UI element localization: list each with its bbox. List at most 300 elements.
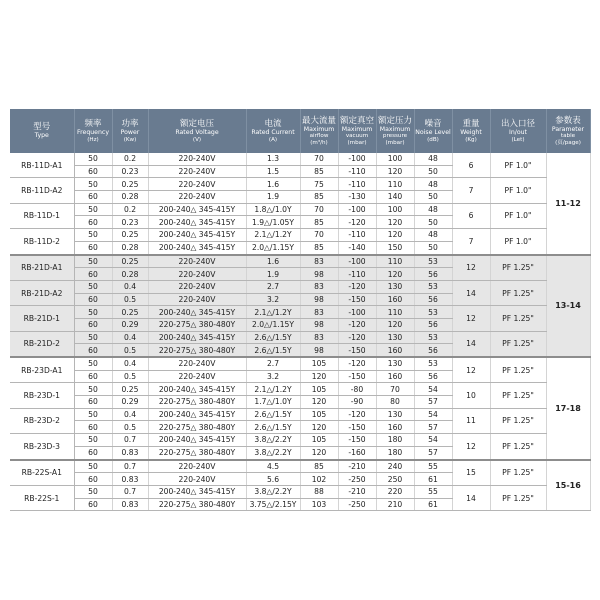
weight-cell: 14	[452, 331, 490, 357]
airflow-cell: 98	[300, 293, 338, 306]
voltage-cell: 200-240△ 345-415Y	[148, 241, 246, 254]
vacuum-cell: -250	[338, 473, 376, 486]
header-en-label: Maximum	[303, 125, 335, 133]
header-zh-label: 重量	[462, 119, 480, 129]
header-zh-label: 参数表	[555, 115, 581, 126]
current-cell: 2.7	[246, 280, 300, 293]
pressure-cell: 120	[376, 216, 414, 229]
airflow-cell: 75	[300, 178, 338, 191]
page-ref-cell: 11-12	[546, 153, 590, 255]
column-header	[74, 109, 112, 153]
model-name: RB-22S-1	[10, 485, 74, 510]
current-cell: 1.9	[246, 191, 300, 204]
table-row	[10, 460, 590, 473]
pressure-cell: 120	[376, 268, 414, 281]
column-header	[300, 109, 338, 153]
voltage-cell: 220-240V	[148, 255, 246, 268]
column-header	[452, 109, 490, 153]
header-zh-label: 型号	[33, 122, 51, 133]
port-cell: PF 1.25"	[490, 434, 546, 460]
airflow-cell: 102	[300, 473, 338, 486]
header-zh-label: 频率	[84, 119, 102, 129]
pressure-cell: 120	[376, 318, 414, 331]
header-en2-label: vacuum	[345, 133, 369, 140]
noise-cell: 53	[414, 306, 452, 319]
power-cell: 0.7	[112, 434, 148, 447]
power-cell: 0.4	[112, 408, 148, 421]
model-name: RB-23D-A1	[10, 357, 74, 383]
column-header	[10, 109, 74, 153]
pressure-cell: 250	[376, 473, 414, 486]
vacuum-cell: -150	[338, 434, 376, 447]
table-row	[10, 434, 590, 447]
weight-cell: 14	[452, 485, 490, 510]
frequency-cell: 50	[74, 434, 112, 447]
header-zh-label: 出入口径	[500, 119, 535, 129]
current-cell: 3.75△/2.15Y	[246, 498, 300, 511]
header-en-label: Parameter	[551, 125, 585, 133]
noise-cell: 53	[414, 280, 452, 293]
pressure-cell: 130	[376, 331, 414, 344]
airflow-cell: 98	[300, 344, 338, 357]
current-cell: 1.3	[246, 153, 300, 165]
power-cell: 0.83	[112, 498, 148, 511]
frequency-cell: 50	[74, 331, 112, 344]
header-en2-label: (Kw)	[123, 136, 137, 143]
header-en3-label: (mbar)	[385, 139, 405, 146]
pressure-cell: 240	[376, 460, 414, 473]
vacuum-cell: -150	[338, 370, 376, 383]
noise-cell: 54	[414, 383, 452, 396]
frequency-cell: 60	[74, 498, 112, 511]
voltage-cell: 200-240△ 345-415Y	[148, 216, 246, 229]
model-name: RB-23D-1	[10, 383, 74, 408]
voltage-cell: 200-240△ 345-415Y	[148, 485, 246, 498]
weight-cell: 6	[452, 203, 490, 228]
frequency-cell: 50	[74, 255, 112, 268]
header-en-label: Power	[120, 129, 140, 136]
frequency-cell: 60	[74, 293, 112, 306]
airflow-cell: 105	[300, 357, 338, 370]
header-row	[10, 109, 590, 153]
column-header	[546, 109, 590, 153]
voltage-cell: 220-275△ 380-480Y	[148, 446, 246, 459]
current-cell: 5.6	[246, 473, 300, 486]
frequency-cell: 60	[74, 473, 112, 486]
model-name: RB-21D-A1	[10, 255, 74, 281]
noise-cell: 57	[414, 446, 452, 459]
current-cell: 3.8△/2.2Y	[246, 485, 300, 498]
pressure-cell: 140	[376, 191, 414, 204]
column-header	[376, 109, 414, 153]
vacuum-cell: -210	[338, 485, 376, 498]
voltage-cell: 220-240V	[148, 191, 246, 204]
frequency-cell: 50	[74, 485, 112, 498]
noise-cell: 56	[414, 344, 452, 357]
frequency-cell: 60	[74, 421, 112, 434]
current-cell: 1.9	[246, 268, 300, 281]
weight-cell: 7	[452, 229, 490, 255]
power-cell: 0.4	[112, 331, 148, 344]
header-en2-label: (V)	[192, 136, 202, 143]
pressure-cell: 160	[376, 344, 414, 357]
voltage-cell: 220-240V	[148, 178, 246, 191]
current-cell: 2.6△/1.5Y	[246, 331, 300, 344]
current-cell: 2.6△/1.5Y	[246, 421, 300, 434]
pressure-cell: 120	[376, 229, 414, 242]
vacuum-cell: -120	[338, 331, 376, 344]
port-cell: PF 1.25"	[490, 331, 546, 357]
power-cell: 0.2	[112, 203, 148, 216]
vacuum-cell: -150	[338, 421, 376, 434]
power-cell: 0.83	[112, 473, 148, 486]
pressure-cell: 160	[376, 293, 414, 306]
vacuum-cell: -110	[338, 268, 376, 281]
table-row	[10, 153, 590, 165]
airflow-cell: 120	[300, 370, 338, 383]
weight-cell: 7	[452, 178, 490, 203]
weight-cell: 12	[452, 434, 490, 460]
pressure-cell: 110	[376, 306, 414, 319]
frequency-cell: 60	[74, 268, 112, 281]
frequency-cell: 60	[74, 241, 112, 254]
power-cell: 0.83	[112, 446, 148, 459]
port-cell: PF 1.0"	[490, 229, 546, 255]
port-cell: PF 1.25"	[490, 280, 546, 305]
power-cell: 0.5	[112, 421, 148, 434]
model-name: RB-22S-A1	[10, 460, 74, 486]
model-name: RB-21D-1	[10, 306, 74, 331]
noise-cell: 61	[414, 473, 452, 486]
voltage-cell: 220-275△ 380-480Y	[148, 318, 246, 331]
power-cell: 0.28	[112, 241, 148, 254]
header-en-label: Maximum	[379, 125, 411, 133]
header-en2-label: (Let)	[511, 136, 525, 143]
column-header	[338, 109, 376, 153]
column-header	[148, 109, 246, 153]
port-cell: PF 1.0"	[490, 153, 546, 178]
vacuum-cell: -100	[338, 153, 376, 165]
vacuum-cell: -110	[338, 178, 376, 191]
model-name: RB-23D-3	[10, 434, 74, 460]
airflow-cell: 83	[300, 255, 338, 268]
noise-cell: 48	[414, 203, 452, 216]
current-cell: 2.7	[246, 357, 300, 370]
power-cell: 0.25	[112, 383, 148, 396]
header-zh-label: 电流	[264, 119, 282, 129]
vacuum-cell: -250	[338, 498, 376, 511]
header-en2-label: (Kg)	[465, 136, 477, 143]
voltage-cell: 200-240△ 345-415Y	[148, 229, 246, 242]
header-en-label: Noise Level	[415, 129, 451, 136]
frequency-cell: 60	[74, 165, 112, 178]
frequency-cell: 50	[74, 460, 112, 473]
pressure-cell: 110	[376, 255, 414, 268]
header-en3-label: (m³/h)	[310, 139, 328, 146]
header-en-label: Rated Current	[251, 129, 295, 136]
vacuum-cell: -110	[338, 229, 376, 242]
current-cell: 3.2	[246, 293, 300, 306]
header-en-label: In/out	[509, 129, 527, 136]
current-cell: 3.8△/2.2Y	[246, 446, 300, 459]
header-zh-label: 噪音	[424, 119, 442, 129]
port-cell: PF 1.25"	[490, 460, 546, 486]
noise-cell: 48	[414, 153, 452, 165]
voltage-cell: 220-240V	[148, 357, 246, 370]
noise-cell: 55	[414, 460, 452, 473]
noise-cell: 53	[414, 357, 452, 370]
vacuum-cell: -90	[338, 396, 376, 409]
column-header	[490, 109, 546, 153]
page-ref-cell: 15-16	[546, 460, 590, 511]
header-en2-label: (Hz)	[87, 136, 99, 143]
power-cell: 0.29	[112, 396, 148, 409]
table-row	[10, 357, 590, 370]
weight-cell: 12	[452, 255, 490, 281]
pressure-cell: 80	[376, 396, 414, 409]
power-cell: 0.7	[112, 460, 148, 473]
airflow-cell: 85	[300, 191, 338, 204]
current-cell: 4.5	[246, 460, 300, 473]
airflow-cell: 103	[300, 498, 338, 511]
frequency-cell: 50	[74, 383, 112, 396]
model-name: RB-11D-2	[10, 229, 74, 255]
voltage-cell: 200-240△ 345-415Y	[148, 434, 246, 447]
frequency-cell: 60	[74, 396, 112, 409]
voltage-cell: 220-240V	[148, 293, 246, 306]
table-row	[10, 178, 590, 191]
power-cell: 0.25	[112, 229, 148, 242]
vacuum-cell: -120	[338, 318, 376, 331]
pressure-cell: 70	[376, 383, 414, 396]
power-cell: 0.25	[112, 178, 148, 191]
current-cell: 2.6△/1.5Y	[246, 408, 300, 421]
noise-cell: 61	[414, 498, 452, 511]
table-row	[10, 280, 590, 293]
power-cell: 0.28	[112, 268, 148, 281]
voltage-cell: 220-240V	[148, 280, 246, 293]
voltage-cell: 200-240△ 345-415Y	[148, 306, 246, 319]
airflow-cell: 70	[300, 203, 338, 216]
port-cell: PF 1.25"	[490, 357, 546, 383]
voltage-cell: 220-275△ 380-480Y	[148, 396, 246, 409]
pressure-cell: 130	[376, 357, 414, 370]
frequency-cell: 50	[74, 153, 112, 165]
power-cell: 0.29	[112, 318, 148, 331]
noise-cell: 56	[414, 268, 452, 281]
vacuum-cell: -100	[338, 255, 376, 268]
header-en3-label: (mbar)	[347, 139, 367, 146]
table-row	[10, 485, 590, 498]
weight-cell: 14	[452, 280, 490, 305]
pressure-cell: 150	[376, 241, 414, 254]
header-en2-label: (dB)	[427, 136, 439, 143]
header-en-label: Maximum	[341, 125, 373, 133]
noise-cell: 50	[414, 165, 452, 178]
airflow-cell: 120	[300, 421, 338, 434]
vacuum-cell: -120	[338, 216, 376, 229]
weight-cell: 12	[452, 306, 490, 331]
port-cell: PF 1.25"	[490, 255, 546, 281]
noise-cell: 57	[414, 421, 452, 434]
port-cell: PF 1.25"	[490, 408, 546, 433]
frequency-cell: 50	[74, 280, 112, 293]
voltage-cell: 220-275△ 380-480Y	[148, 344, 246, 357]
voltage-cell: 220-275△ 380-480Y	[148, 498, 246, 511]
column-header	[414, 109, 452, 153]
frequency-cell: 50	[74, 229, 112, 242]
noise-cell: 50	[414, 241, 452, 254]
pressure-cell: 120	[376, 165, 414, 178]
header-en-label: Frequency	[77, 129, 109, 136]
model-name: RB-21D-A2	[10, 280, 74, 305]
page-ref-cell: 13-14	[546, 255, 590, 358]
pressure-cell: 210	[376, 498, 414, 511]
voltage-cell: 200-240△ 345-415Y	[148, 408, 246, 421]
port-cell: PF 1.25"	[490, 306, 546, 331]
noise-cell: 48	[414, 229, 452, 242]
current-cell: 1.8△/1.0Y	[246, 203, 300, 216]
voltage-cell: 220-240V	[148, 165, 246, 178]
pressure-cell: 130	[376, 280, 414, 293]
airflow-cell: 98	[300, 268, 338, 281]
header-zh-label: 功率	[121, 119, 139, 129]
current-cell: 2.0△/1.15Y	[246, 241, 300, 254]
vacuum-cell: -150	[338, 344, 376, 357]
airflow-cell: 105	[300, 434, 338, 447]
noise-cell: 50	[414, 191, 452, 204]
header-en-label: Weight	[460, 129, 482, 136]
power-cell: 0.5	[112, 344, 148, 357]
noise-cell: 57	[414, 396, 452, 409]
vacuum-cell: -150	[338, 293, 376, 306]
header-zh-label: 额定压力	[377, 115, 412, 126]
airflow-cell: 105	[300, 408, 338, 421]
power-cell: 0.7	[112, 485, 148, 498]
airflow-cell: 70	[300, 153, 338, 165]
voltage-cell: 200-240△ 345-415Y	[148, 203, 246, 216]
airflow-cell: 120	[300, 446, 338, 459]
voltage-cell: 220-275△ 380-480Y	[148, 421, 246, 434]
frequency-cell: 50	[74, 408, 112, 421]
current-cell: 3.2	[246, 370, 300, 383]
current-cell: 2.1△/1.2Y	[246, 306, 300, 319]
port-cell: PF 1.0"	[490, 203, 546, 228]
power-cell: 0.5	[112, 293, 148, 306]
model-name: RB-11D-A2	[10, 178, 74, 203]
voltage-cell: 220-240V	[148, 370, 246, 383]
current-cell: 2.6△/1.5Y	[246, 344, 300, 357]
current-cell: 1.9△/1.05Y	[246, 216, 300, 229]
frequency-cell: 50	[74, 178, 112, 191]
header-zh-label: 最大流量	[301, 115, 336, 126]
model-name: RB-11D-A1	[10, 153, 74, 178]
vacuum-cell: -210	[338, 460, 376, 473]
pressure-cell: 100	[376, 153, 414, 165]
vacuum-cell: -120	[338, 408, 376, 421]
table-row	[10, 383, 590, 396]
header-en-label: Type	[34, 132, 49, 140]
airflow-cell: 83	[300, 331, 338, 344]
current-cell: 3.8△/2.2Y	[246, 434, 300, 447]
airflow-cell: 85	[300, 216, 338, 229]
weight-cell: 12	[452, 357, 490, 383]
header-en2-label: (A)	[268, 136, 278, 143]
frequency-cell: 50	[74, 203, 112, 216]
noise-cell: 54	[414, 408, 452, 421]
noise-cell: 53	[414, 331, 452, 344]
airflow-cell: 98	[300, 318, 338, 331]
power-cell: 0.23	[112, 216, 148, 229]
noise-cell: 56	[414, 293, 452, 306]
vacuum-cell: -120	[338, 280, 376, 293]
model-name: RB-11D-1	[10, 203, 74, 228]
pressure-cell: 180	[376, 434, 414, 447]
current-cell: 2.1△/1.2Y	[246, 383, 300, 396]
airflow-cell: 85	[300, 241, 338, 254]
vacuum-cell: -100	[338, 203, 376, 216]
airflow-cell: 70	[300, 229, 338, 242]
current-cell: 1.5	[246, 165, 300, 178]
pressure-cell: 130	[376, 408, 414, 421]
power-cell: 0.23	[112, 165, 148, 178]
vacuum-cell: -110	[338, 165, 376, 178]
current-cell: 1.7△/1.0Y	[246, 396, 300, 409]
vacuum-cell: -130	[338, 191, 376, 204]
header-en2-label: table	[560, 133, 576, 140]
current-cell: 2.1△/1.2Y	[246, 229, 300, 242]
current-cell: 1.6	[246, 178, 300, 191]
airflow-cell: 85	[300, 460, 338, 473]
airflow-cell: 105	[300, 383, 338, 396]
power-cell: 0.4	[112, 357, 148, 370]
header-en2-label: airflow	[309, 133, 329, 140]
frequency-cell: 60	[74, 216, 112, 229]
model-name: RB-23D-2	[10, 408, 74, 433]
power-cell: 0.4	[112, 280, 148, 293]
vacuum-cell: -80	[338, 383, 376, 396]
vacuum-cell: -120	[338, 357, 376, 370]
power-cell: 0.28	[112, 191, 148, 204]
header-en3-label: (页/page)	[555, 139, 581, 146]
header-zh-label: 额定电压	[179, 119, 214, 129]
header-en2-label: pressure	[382, 133, 408, 140]
pressure-cell: 220	[376, 485, 414, 498]
voltage-cell: 220-240V	[148, 153, 246, 165]
vacuum-cell: -140	[338, 241, 376, 254]
weight-cell: 11	[452, 408, 490, 433]
frequency-cell: 50	[74, 306, 112, 319]
table-row	[10, 306, 590, 319]
current-cell: 2.0△/1.15Y	[246, 318, 300, 331]
header-zh-label: 额定真空	[339, 115, 374, 126]
noise-cell: 53	[414, 255, 452, 268]
pressure-cell: 110	[376, 178, 414, 191]
port-cell: PF 1.25"	[490, 485, 546, 510]
noise-cell: 50	[414, 216, 452, 229]
header-en-label: Rated Voltage	[175, 129, 219, 136]
column-header	[112, 109, 148, 153]
voltage-cell: 200-240△ 345-415Y	[148, 331, 246, 344]
voltage-cell: 220-240V	[148, 268, 246, 281]
noise-cell: 56	[414, 318, 452, 331]
port-cell: PF 1.25"	[490, 383, 546, 408]
noise-cell: 56	[414, 370, 452, 383]
frequency-cell: 50	[74, 357, 112, 370]
frequency-cell: 60	[74, 191, 112, 204]
table-row	[10, 255, 590, 268]
model-name: RB-21D-2	[10, 331, 74, 357]
